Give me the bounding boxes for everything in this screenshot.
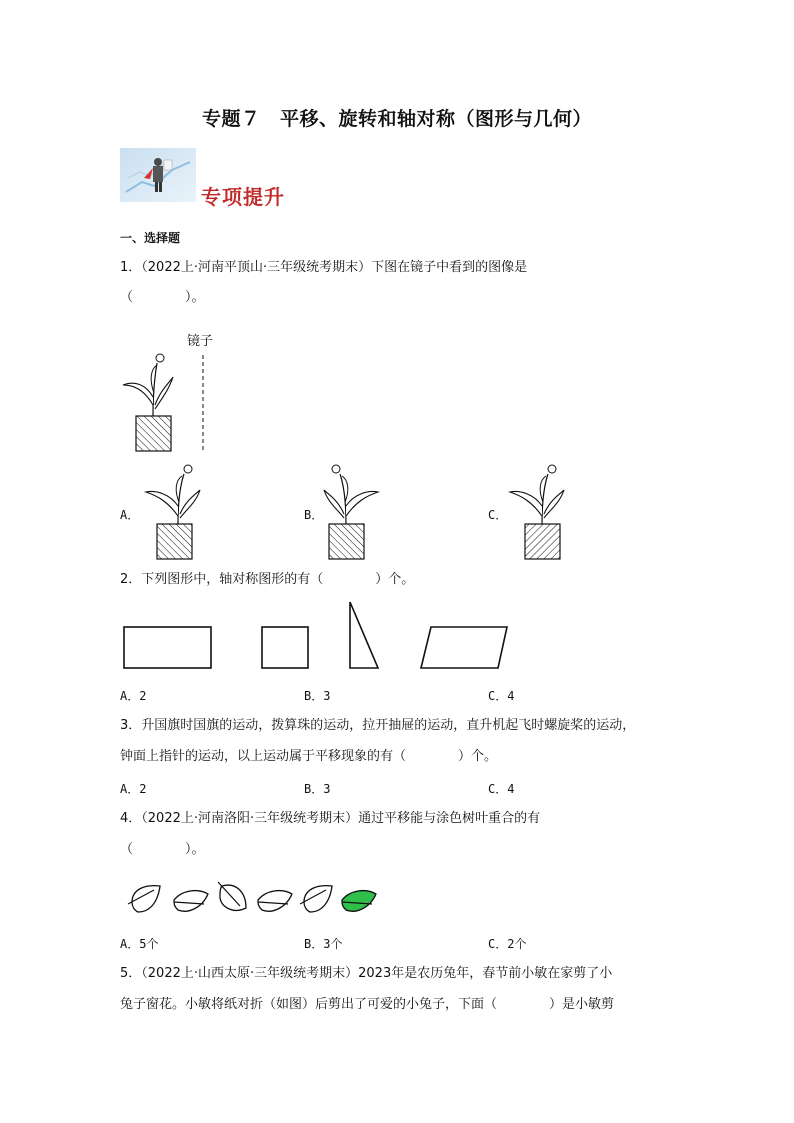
option-a[interactable]: A．5个 — [120, 937, 159, 951]
leaf-5 — [300, 886, 332, 912]
parallelogram-shape — [421, 627, 507, 668]
mirror-label: 镜子 — [187, 334, 214, 349]
option-b[interactable]: B．3个 — [304, 937, 343, 951]
question-number: 1． — [120, 260, 142, 275]
question-1 — [120, 259, 527, 277]
question-text: （2022上·河南洛阳·三年级统考期末）通过平移能与涂色树叶重合的有 — [141, 811, 541, 826]
leaf-3 — [218, 882, 246, 910]
leaves-figure — [126, 880, 386, 920]
question-3-line2: 钟面上指针的运动，以上运动属于平移现象的有（ ）个。 — [120, 749, 498, 764]
question-number: 5． — [120, 966, 142, 981]
option-a[interactable]: A．2 — [120, 782, 147, 796]
option-c[interactable]: C． — [488, 508, 508, 522]
question-number: 3． — [120, 718, 142, 733]
leaf-shaded — [342, 891, 376, 912]
question-1-line2: （ ）。 — [120, 290, 205, 305]
question-3 — [120, 717, 635, 735]
option-b[interactable]: B．3 — [304, 782, 331, 796]
leaf-2 — [174, 891, 208, 912]
question-4-line2: （ ）。 — [120, 842, 205, 857]
option-c[interactable]: C．2个 — [488, 937, 527, 951]
question-2 — [120, 571, 414, 589]
question-5-line2: 兔子窗花。小敏将纸对折（如图）后剪出了可爱的小兔子，下面（ ）是小敏剪 — [120, 997, 615, 1012]
option-c[interactable]: C．4 — [488, 782, 515, 796]
banner-heading: 专项提升 — [201, 185, 285, 209]
option-a-plant — [140, 460, 220, 564]
section-heading: 一、选择题 — [120, 231, 181, 245]
shapes-figure — [120, 600, 520, 675]
question-5 — [120, 965, 612, 983]
triangle-shape — [350, 602, 378, 668]
option-b-plant — [312, 460, 392, 564]
leaf-1 — [128, 886, 160, 912]
plant-figure — [115, 345, 215, 455]
option-c[interactable]: C．4 — [488, 689, 515, 703]
rectangle-shape — [124, 627, 211, 668]
question-text: 下列图形中，轴对称图形的有（ ）个。 — [141, 572, 415, 587]
option-c-plant — [508, 460, 588, 564]
option-a[interactable]: A． — [120, 508, 140, 522]
banner-image — [120, 148, 196, 202]
question-text: （2022上·河南平顶山·三年级统考期末）下图在镜子中看到的图像是 — [141, 260, 528, 275]
question-number: 2． — [120, 572, 142, 587]
leaf-4 — [258, 891, 292, 912]
question-4 — [120, 810, 540, 828]
option-a[interactable]: A．2 — [120, 689, 147, 703]
square-shape — [262, 627, 308, 668]
banner-illustration — [120, 148, 196, 202]
question-text: 升国旗时国旗的运动，拨算珠的运动，拉开抽屉的运动，直升机起飞时螺旋桨的运动， — [141, 718, 636, 733]
question-text: （2022上·山西太原·三年级统考期末）2023年是农历兔年，春节前小敏在家剪了小 — [141, 966, 613, 981]
option-b[interactable]: B．3 — [304, 689, 331, 703]
option-b[interactable]: B． — [304, 508, 324, 522]
question-number: 4． — [120, 811, 142, 826]
page-title: 专题７ 平移、旋转和轴对称（图形与几何） — [201, 108, 592, 130]
